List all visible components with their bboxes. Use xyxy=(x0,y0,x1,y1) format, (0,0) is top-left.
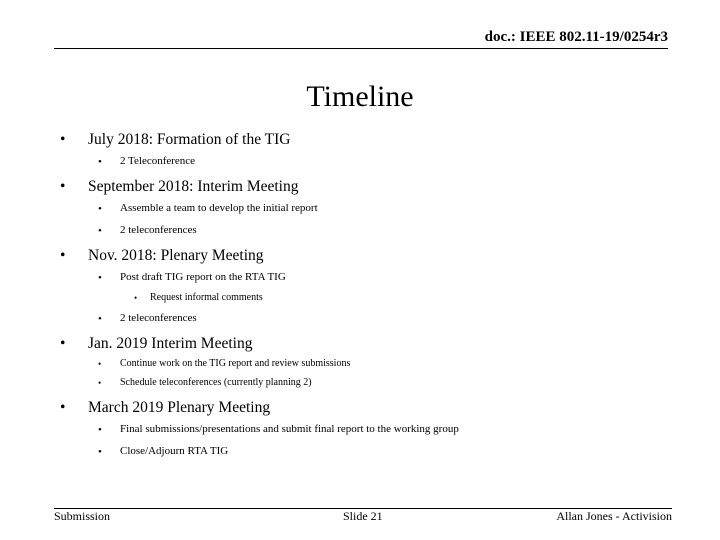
bullet-march-2019: March 2019 Plenary Meeting xyxy=(88,399,271,416)
bullet-marker: • xyxy=(98,272,102,284)
sub-bullet: Continue work on the TIG report and review submissions xyxy=(120,358,351,369)
bullet-marker: • xyxy=(98,203,102,215)
bullet-marker: • xyxy=(98,446,102,458)
sub-sub-bullet: Request informal comments xyxy=(150,292,263,303)
bullet-marker: • xyxy=(98,424,102,436)
bullet-nov-2018: Nov. 2018: Plenary Meeting xyxy=(88,247,264,264)
header-rule xyxy=(54,48,668,49)
bullet-marker: • xyxy=(60,131,66,148)
bullet-marker: • xyxy=(60,178,66,195)
bullet-marker: • xyxy=(98,225,102,237)
bullet-marker: • xyxy=(98,378,102,388)
sub-bullet: 2 Teleconference xyxy=(120,155,196,167)
bullet-marker: • xyxy=(60,399,66,416)
document-id: doc.: IEEE 802.11-19/0254r3 xyxy=(484,29,668,45)
sub-bullet: 2 teleconferences xyxy=(120,224,197,236)
sub-bullet: Close/Adjourn RTA TIG xyxy=(120,445,229,457)
sub-bullet: Schedule teleconferences (currently planning 2) xyxy=(120,377,312,388)
bullet-marker: • xyxy=(98,313,102,325)
bullet-marker: • xyxy=(60,247,66,264)
bullet-marker: • xyxy=(98,156,102,168)
footer-slide-number: Slide 21 xyxy=(343,509,383,523)
bullet-marker: • xyxy=(98,359,102,369)
slide-title: Timeline xyxy=(306,80,414,113)
sub-bullet: 2 teleconferences xyxy=(120,312,197,324)
bullet-jan-2019: Jan. 2019 Interim Meeting xyxy=(88,335,253,352)
sub-bullet: Assemble a team to develop the initial report xyxy=(120,202,318,214)
bullet-marker: • xyxy=(60,335,66,352)
bullet-september-2018: September 2018: Interim Meeting xyxy=(88,178,299,195)
footer-submission: Submission xyxy=(54,509,111,523)
bullet-marker: • xyxy=(134,293,138,303)
sub-bullet: Final submissions/presentations and submit final report to the working group xyxy=(120,423,459,435)
sub-bullet: Post draft TIG report on the RTA TIG xyxy=(120,271,286,283)
bullet-july-2018: July 2018: Formation of the TIG xyxy=(88,131,291,148)
footer-author: Allan Jones - Activision xyxy=(556,509,672,523)
